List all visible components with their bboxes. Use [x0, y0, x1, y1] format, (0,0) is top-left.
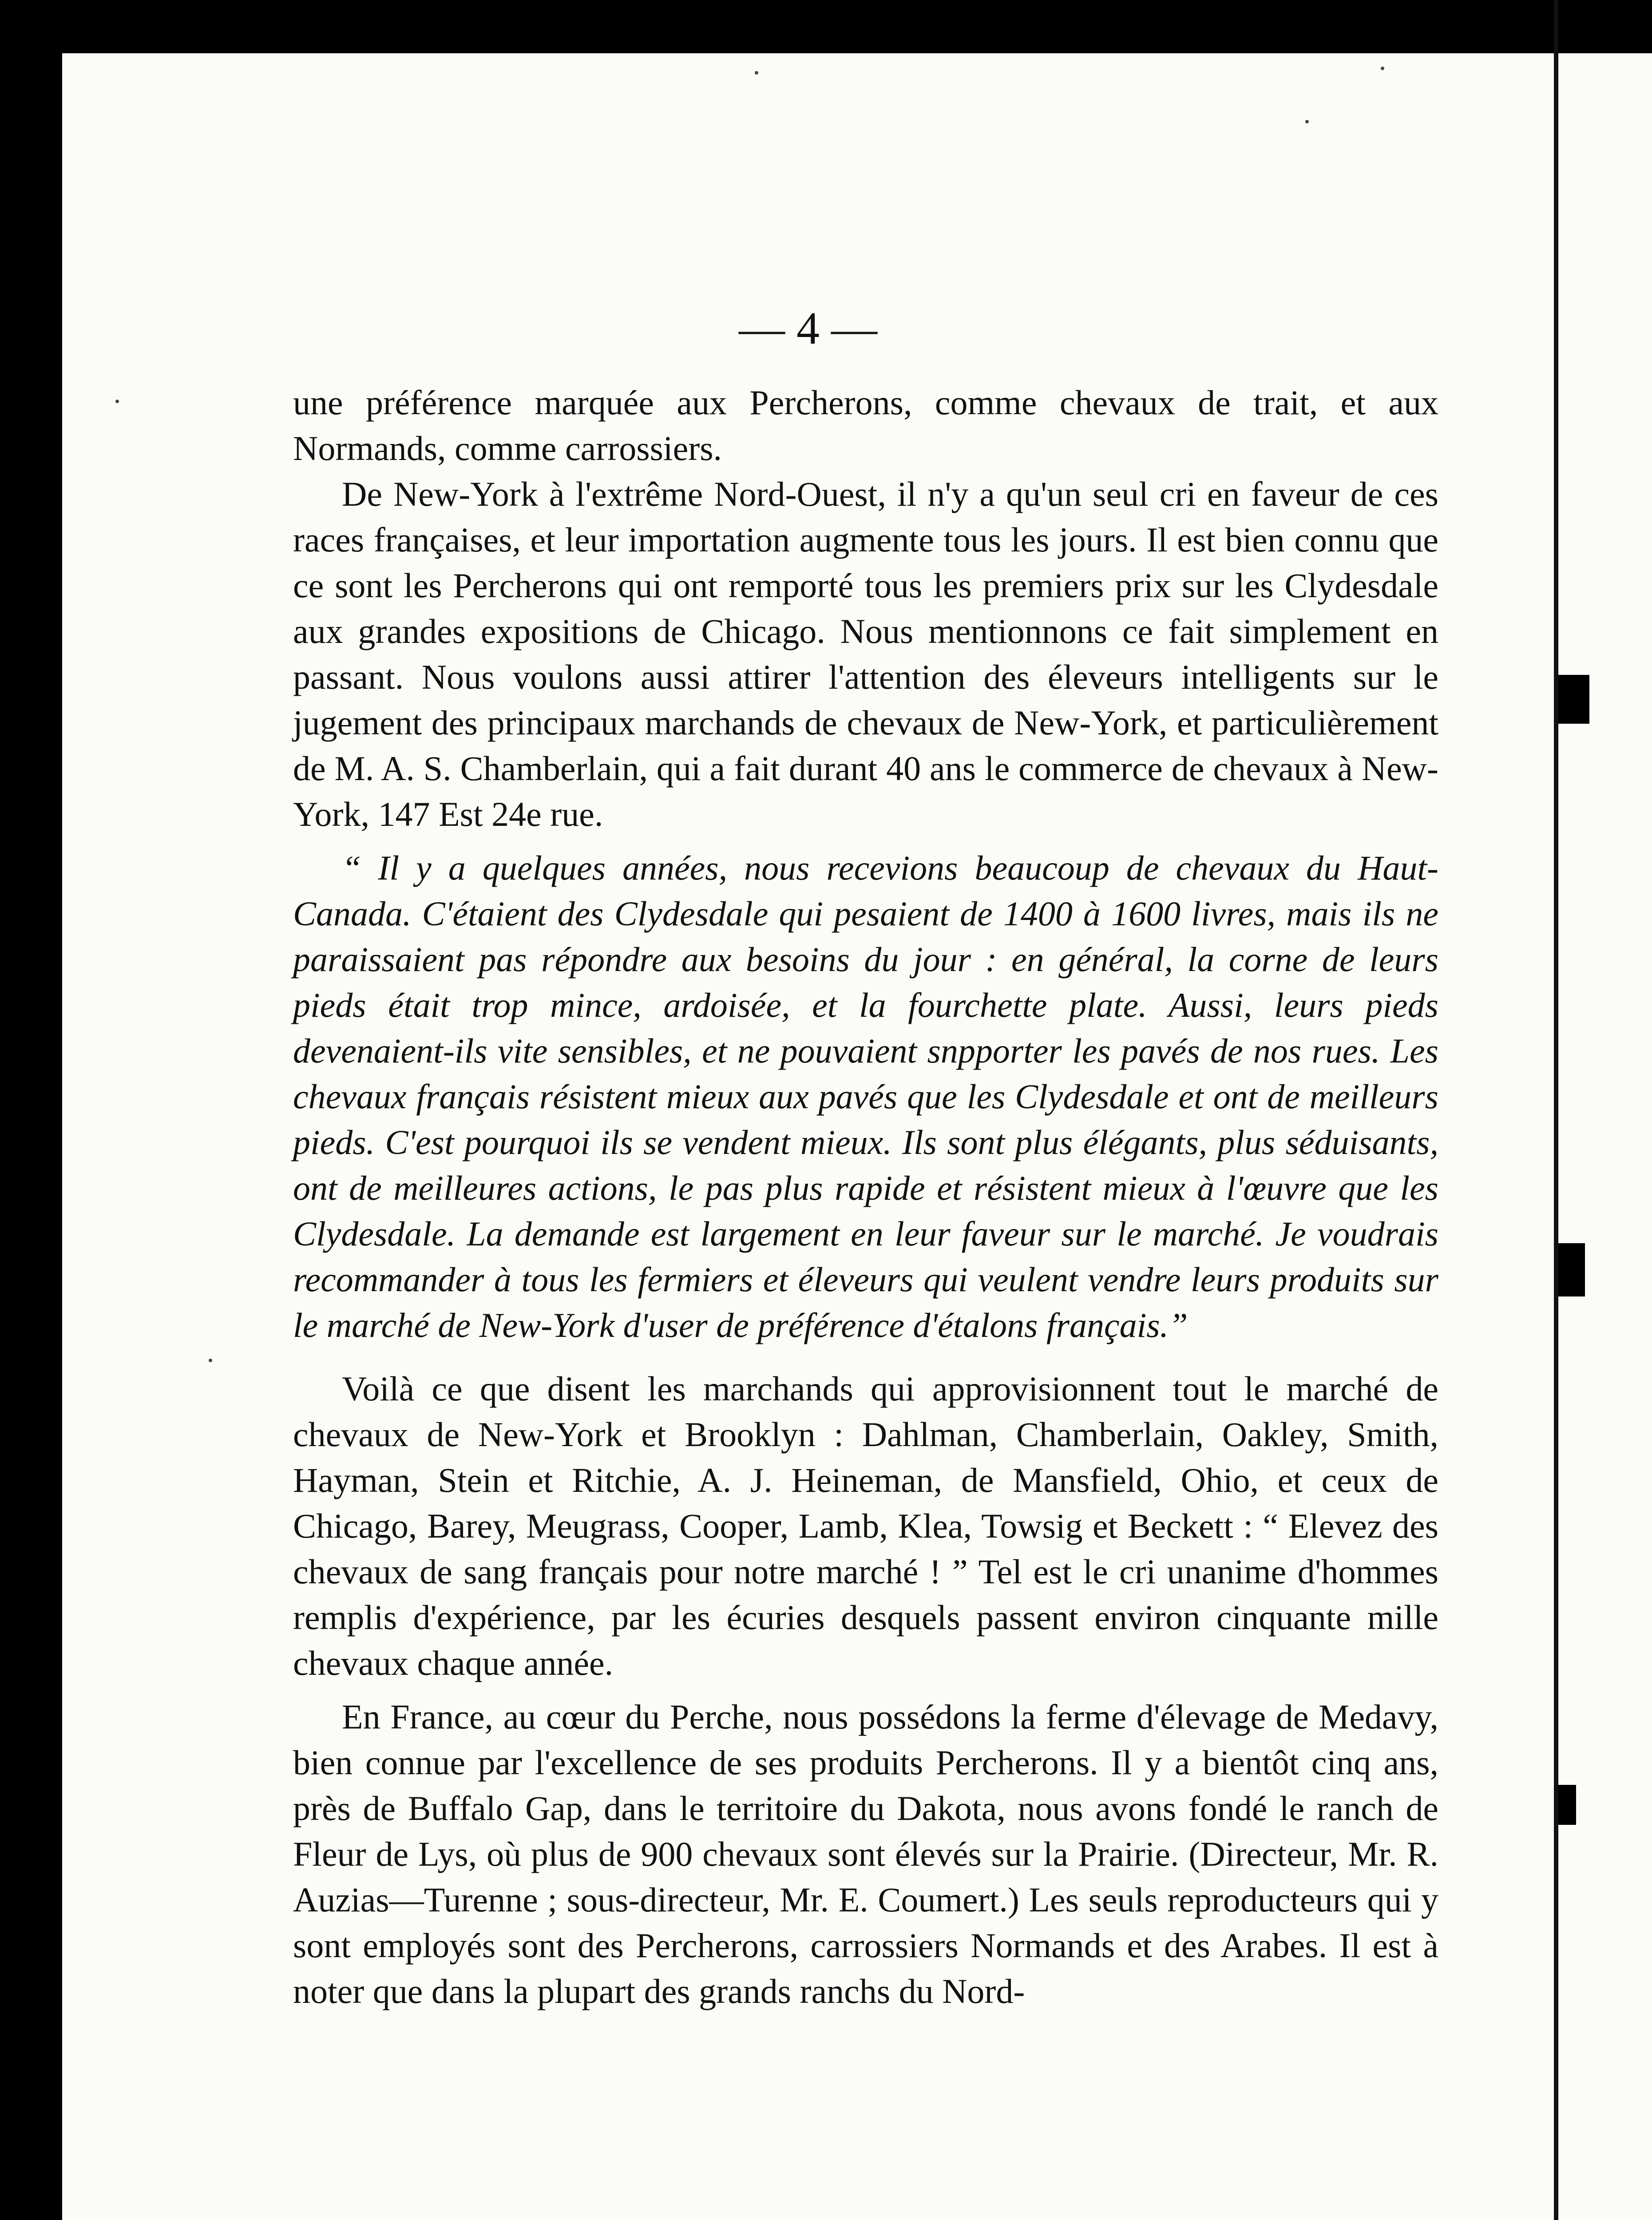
edge-ink-mark: [1558, 1243, 1585, 1296]
paper-speck: [115, 400, 119, 403]
book-page: [62, 53, 1554, 2220]
edge-ink-mark: [1558, 675, 1589, 724]
edge-ink-mark: [1558, 1785, 1576, 1825]
paper-speck: [209, 1359, 212, 1362]
page-gutter-shadow: [1554, 0, 1558, 2220]
next-page-edge: [1558, 53, 1652, 2220]
paragraph-perche: En France, au cœur du Perche, nous possédons la ferme d'élevage de Medavy, bien connue par l'excellence de ses produits Percherons. Il y a bientôt cinq ans, près de Buffalo Gap, dans le territoire du Dakota, nous avons fondé le ranch de Fleur de Lys, où plus de 900 chevaux sont élevés sur la Prairie. (Directeur, Mr. R. Auzias—Turenne ; sous-directeur, Mr. E. Coumert.) Les seuls reproducteurs qui y sont employés sont des Percherons, carrossiers Normands et des Arabes. Il est à noter que dans la plupart des grands ranchs du Nord-: [293, 1697, 1438, 2010]
page-body: [293, 380, 1438, 2014]
paper-speck: [1381, 67, 1384, 70]
page-number: — 4 —: [739, 303, 877, 354]
paper-speck: [1305, 120, 1309, 123]
paragraph-new-york: De New-York à l'extrême Nord-Ouest, il n'y a qu'un seul cri en faveur de ces races françaises, et leur importation augmente tous les jours. Il est bien connu que ce sont les Percherons qui ont remporté tous les premiers prix sur les Clydesdale aux grandes expositions de Chicago. Nous mentionnons ce fait simplement en passant. Nous voulons aussi attirer l'attention des éleveurs intelligents sur le jugement des principaux marchands de chevaux de New-York, et particulièrement de M. A. S. Chamberlain, qui a fait durant 40 ans le commerce de chevaux à New-York, 147 Est 24e rue.: [293, 475, 1438, 833]
paragraph-marchands: Voilà ce que disent les marchands qui approvisionnent tout le marché de chevaux de New-York et Brooklyn : Dahlman, Chamberlain, Oakley, Smith, Hayman, Stein et Ritchie, A. J. Heineman, de Mansfield, Ohio, et ceux de Chicago, Barey, Meugrass, Cooper, Lamb, Klea, Towsig et Beckett : “ Elevez des chevaux de sang français pour notre marché ! ” Tel est le cri unanime d'hommes remplis d'expérience, par les écuries desquels passent environ cinquante mille chevaux chaque année.: [293, 1369, 1438, 1682]
quotation-chamberlain: “ Il y a quelques années, nous recevions beaucoup de chevaux du Haut-Canada. C'étaient des Clydesdale qui pesaient de 1400 à 1600 livres, mais ils ne paraissaient pas répondre aux besoins du jour : en général, la corne de leurs pieds était trop mince, ardoisée, et la fourchette plate. Aussi, leurs pieds devenaient-ils vite sensibles, et ne pouvaient snpporter les pavés de nos rues. Les chevaux français résistent mieux aux pavés que les Clydesdale et ont de meilleurs pieds. C'est pourquoi ils se vendent mieux. Ils sont plus élégants, plus séduisants, ont de meilleures actions, le pas plus rapide et résistent mieux à l'œuvre que les Clydesdale. La demande est largement en leur faveur sur le marché. Je voudrais recommander à tous les fermiers et éleveurs qui veulent vendre leurs produits sur le marché de New-York d'user de préférence d'étalons français.”: [293, 848, 1438, 1344]
paper-speck: [755, 71, 758, 75]
paragraph-continuation: une préférence marquée aux Percherons, comme chevaux de trait, et aux Normands, comme carrossiers.: [293, 383, 1438, 468]
